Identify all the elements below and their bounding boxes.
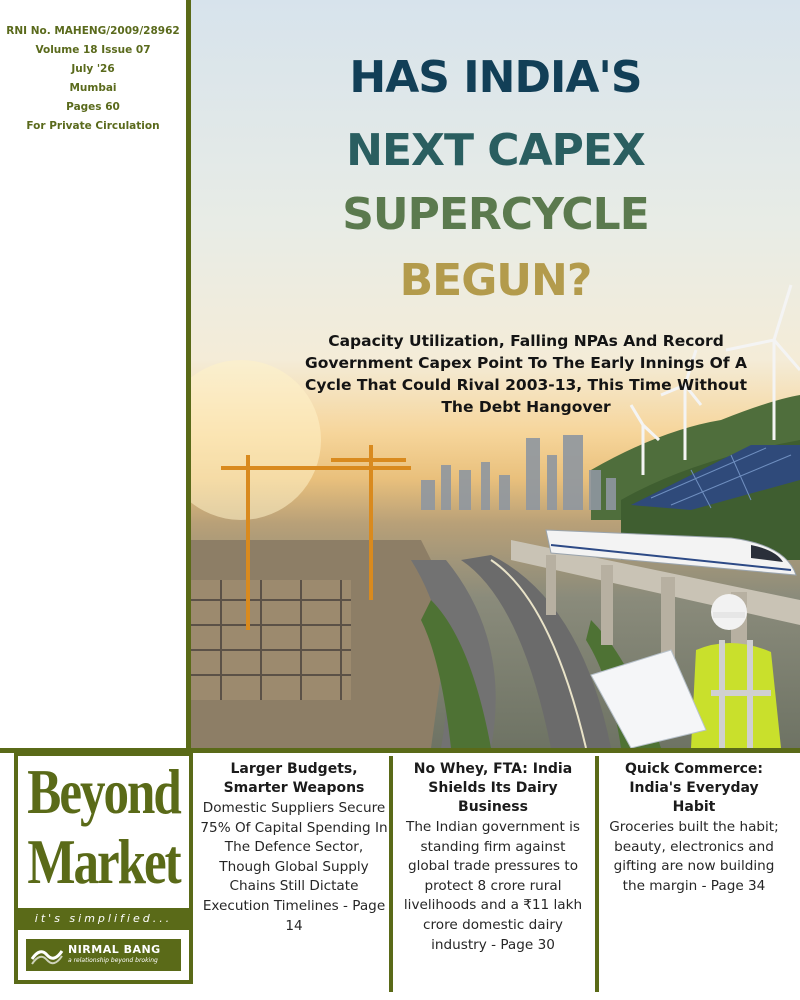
- vertical-divider: [186, 0, 191, 752]
- nirmal-bang-badge: [26, 939, 181, 971]
- logo-word-market: Market: [27, 828, 180, 898]
- cover-subheadline: Capacity Utilization, Falling NPAs And Record Government Capex Point To The Early Innings Of A Cycle That Could Rival 2003-13, This Time Without The Debt Hangover: [304, 332, 747, 416]
- headline-line-2: NEXT CAPEX: [346, 125, 645, 176]
- story-title: Quick Commerce: India's Everyday Habit: [624, 761, 763, 815]
- issue-date: July '26: [71, 63, 115, 75]
- story-body: Groceries built the habit; beauty, electronics and gifting are now building the margin - Page 34: [609, 819, 779, 894]
- city: Mumbai: [69, 82, 117, 94]
- story-title: Larger Budgets, Smarter Weapons: [223, 761, 365, 796]
- headline-line-3: SUPERCYCLE: [342, 189, 649, 240]
- engineer-figure: [591, 594, 781, 748]
- volume-issue: Volume 18 Issue 07: [35, 44, 151, 56]
- column-divider: [595, 756, 599, 992]
- nirmal-bang-mark-icon: [30, 943, 64, 967]
- story-body: Domestic Suppliers Secure 75% Of Capital Spending In The Defence Sector, Though Global Supply Chains Still Dictate Execution Timelines - Page 14: [200, 800, 388, 934]
- story-teaser-quick-commerce[interactable]: [606, 760, 782, 896]
- logo-word-beyond: Beyond: [27, 758, 180, 828]
- column-divider: [389, 756, 393, 992]
- masthead-info-panel: [0, 0, 186, 748]
- headline-line-4: BEGUN?: [399, 255, 592, 306]
- story-teaser-defence[interactable]: [200, 760, 388, 936]
- beyond-market-logo: [14, 752, 193, 984]
- story-body: The Indian government is standing firm against global trade pressures to protect 8 crore rural livelihoods and a ₹11 lakh crore domestic dairy industry - Page 30: [403, 819, 583, 953]
- broker-tagline: a relationship beyond broking: [68, 957, 158, 964]
- story-teaser-dairy[interactable]: [398, 760, 588, 955]
- logo-tagline: it's simplified...: [18, 908, 189, 930]
- cover-hero-image: [191, 0, 800, 748]
- rni-number: RNI No. MAHENG/2009/28962: [6, 25, 180, 37]
- story-title: No Whey, FTA: India Shields Its Dairy Business: [413, 761, 573, 815]
- masthead-info-list: [0, 0, 186, 136]
- circulation-note: For Private Circulation: [26, 120, 160, 132]
- headline-line-1: HAS INDIA'S: [349, 52, 642, 103]
- broker-name: NIRMAL BANG: [68, 943, 161, 956]
- page-count: Pages 60: [66, 101, 120, 113]
